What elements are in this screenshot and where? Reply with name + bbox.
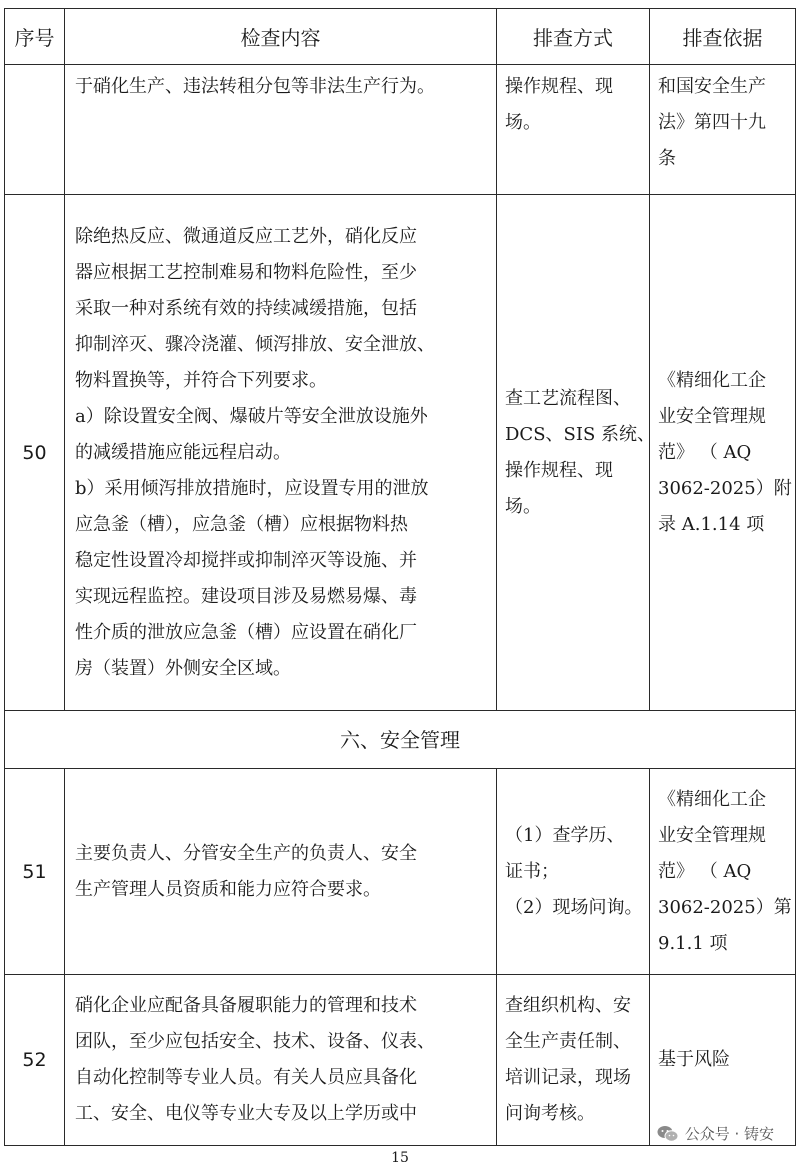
basis-line: 9.1.1 项 xyxy=(658,932,728,954)
content-line: b）采用倾泻排放措施时，应设置专用的泄放 xyxy=(75,477,429,499)
row-content xyxy=(65,769,497,975)
basis-line: 基于风险 xyxy=(658,1049,730,1070)
row-basis xyxy=(650,975,796,1146)
content-line: 硝化企业应配备具备履职能力的管理和技术 xyxy=(75,995,417,1016)
method-line: （2）现场问询。 xyxy=(505,896,643,918)
table-row xyxy=(5,975,796,1146)
method-line: 查组织机构、安 xyxy=(505,995,631,1016)
method-line: 场。 xyxy=(505,495,541,517)
row-number: 50 xyxy=(5,195,65,711)
basis-line: 《精细化工企 xyxy=(658,369,766,391)
header-method: 排查方式 xyxy=(497,9,650,65)
row-method xyxy=(497,769,650,975)
row-number xyxy=(5,65,65,195)
basis-line: 3062-2025）附 xyxy=(658,477,792,499)
content-line: 性介质的泄放应急釜（槽）应设置在硝化厂 xyxy=(75,621,417,643)
method-line: 全生产责任制、 xyxy=(505,1031,631,1052)
basis-line: 录 A.1.14 项 xyxy=(658,513,765,535)
content-line: 工、安全、电仪等专业大专及以上学历或中 xyxy=(75,1103,417,1124)
wechat-icon xyxy=(657,1125,679,1143)
method-line: 问询考核。 xyxy=(505,1103,595,1124)
method-line: 培训记录，现场 xyxy=(505,1067,631,1088)
basis-line: 业安全管理规 xyxy=(658,405,766,427)
method-line: 证书； xyxy=(505,860,559,882)
section-row xyxy=(5,711,796,769)
method-line: （1）查学历、 xyxy=(505,824,625,846)
table-row xyxy=(5,195,796,711)
content-line: 团队，至少应包括安全、技术、设备、仪表、 xyxy=(75,1031,435,1052)
row-number: 51 xyxy=(5,769,65,975)
header-content: 检查内容 xyxy=(65,9,497,65)
method-line: DCS、SIS 系统、 xyxy=(505,423,656,445)
table-row xyxy=(5,769,796,975)
basis-line: 范》 （ AQ xyxy=(658,860,752,882)
basis-line: 《精细化工企 xyxy=(658,788,766,810)
basis-line: 范》 （ AQ xyxy=(658,441,752,463)
content-line: 实现远程监控。建设项目涉及易燃易爆、毒 xyxy=(75,585,417,607)
table-row xyxy=(5,65,796,195)
basis-line: 和国安全生产 xyxy=(658,76,766,97)
inspection-table xyxy=(4,8,796,1146)
content-line: 于硝化生产、违法转租分包等非法生产行为。 xyxy=(75,76,435,97)
row-number: 52 xyxy=(5,975,65,1146)
watermark xyxy=(653,1123,778,1144)
basis-line: 条 xyxy=(658,148,676,169)
content-line: 抑制淬灭、骤冷浇灌、倾泻排放、安全泄放、 xyxy=(75,333,435,355)
row-method xyxy=(497,195,656,711)
table-header-row xyxy=(5,9,796,65)
content-line: 应急釜（槽），应急釜（槽）应根据物料热 xyxy=(75,513,408,535)
content-line: 自动化控制等专业人员。有关人员应具备化 xyxy=(75,1067,417,1088)
row-method xyxy=(497,975,650,1146)
row-content xyxy=(65,65,497,195)
row-method xyxy=(497,65,650,195)
content-line: 除绝热反应、微通道反应工艺外，硝化反应 xyxy=(75,225,417,247)
basis-line: 业安全管理规 xyxy=(658,824,766,846)
page-number: 15 xyxy=(391,1150,409,1166)
row-content xyxy=(65,975,497,1146)
header-basis: 排查依据 xyxy=(650,9,796,65)
row-basis xyxy=(650,65,796,195)
row-basis xyxy=(650,195,796,711)
watermark-text: 公众号 · 铸安 xyxy=(684,1125,774,1143)
basis-line: 法》第四十九 xyxy=(658,112,766,133)
content-line: 主要负责人、分管安全生产的负责人、安全 xyxy=(75,842,417,864)
content-line: 采取一种对系统有效的持续减缓措施，包括 xyxy=(75,297,417,319)
section-title: 六、安全管理 xyxy=(5,711,796,769)
row-content xyxy=(65,195,497,711)
content-line: 房（装置）外侧安全区域。 xyxy=(75,657,291,679)
header-no: 序号 xyxy=(5,9,65,65)
content-line: 物料置换等，并符合下列要求。 xyxy=(75,369,327,391)
content-line: a）除设置安全阀、爆破片等安全泄放设施外 xyxy=(75,405,428,427)
row-basis xyxy=(650,769,796,975)
content-line: 稳定性设置冷却搅拌或抑制淬灭等设施、并 xyxy=(75,549,417,571)
content-line: 生产管理人员资质和能力应符合要求。 xyxy=(75,878,381,900)
content-line: 器应根据工艺控制难易和物料危险性，至少 xyxy=(75,261,417,283)
content-line: 的减缓措施应能远程启动。 xyxy=(75,441,291,463)
method-line: 查工艺流程图、 xyxy=(505,387,631,409)
method-line: 操作规程、现 xyxy=(505,459,613,481)
method-line: 操作规程、现 xyxy=(505,76,613,97)
basis-line: 3062-2025）第 xyxy=(658,896,792,918)
method-line: 场。 xyxy=(505,112,541,133)
